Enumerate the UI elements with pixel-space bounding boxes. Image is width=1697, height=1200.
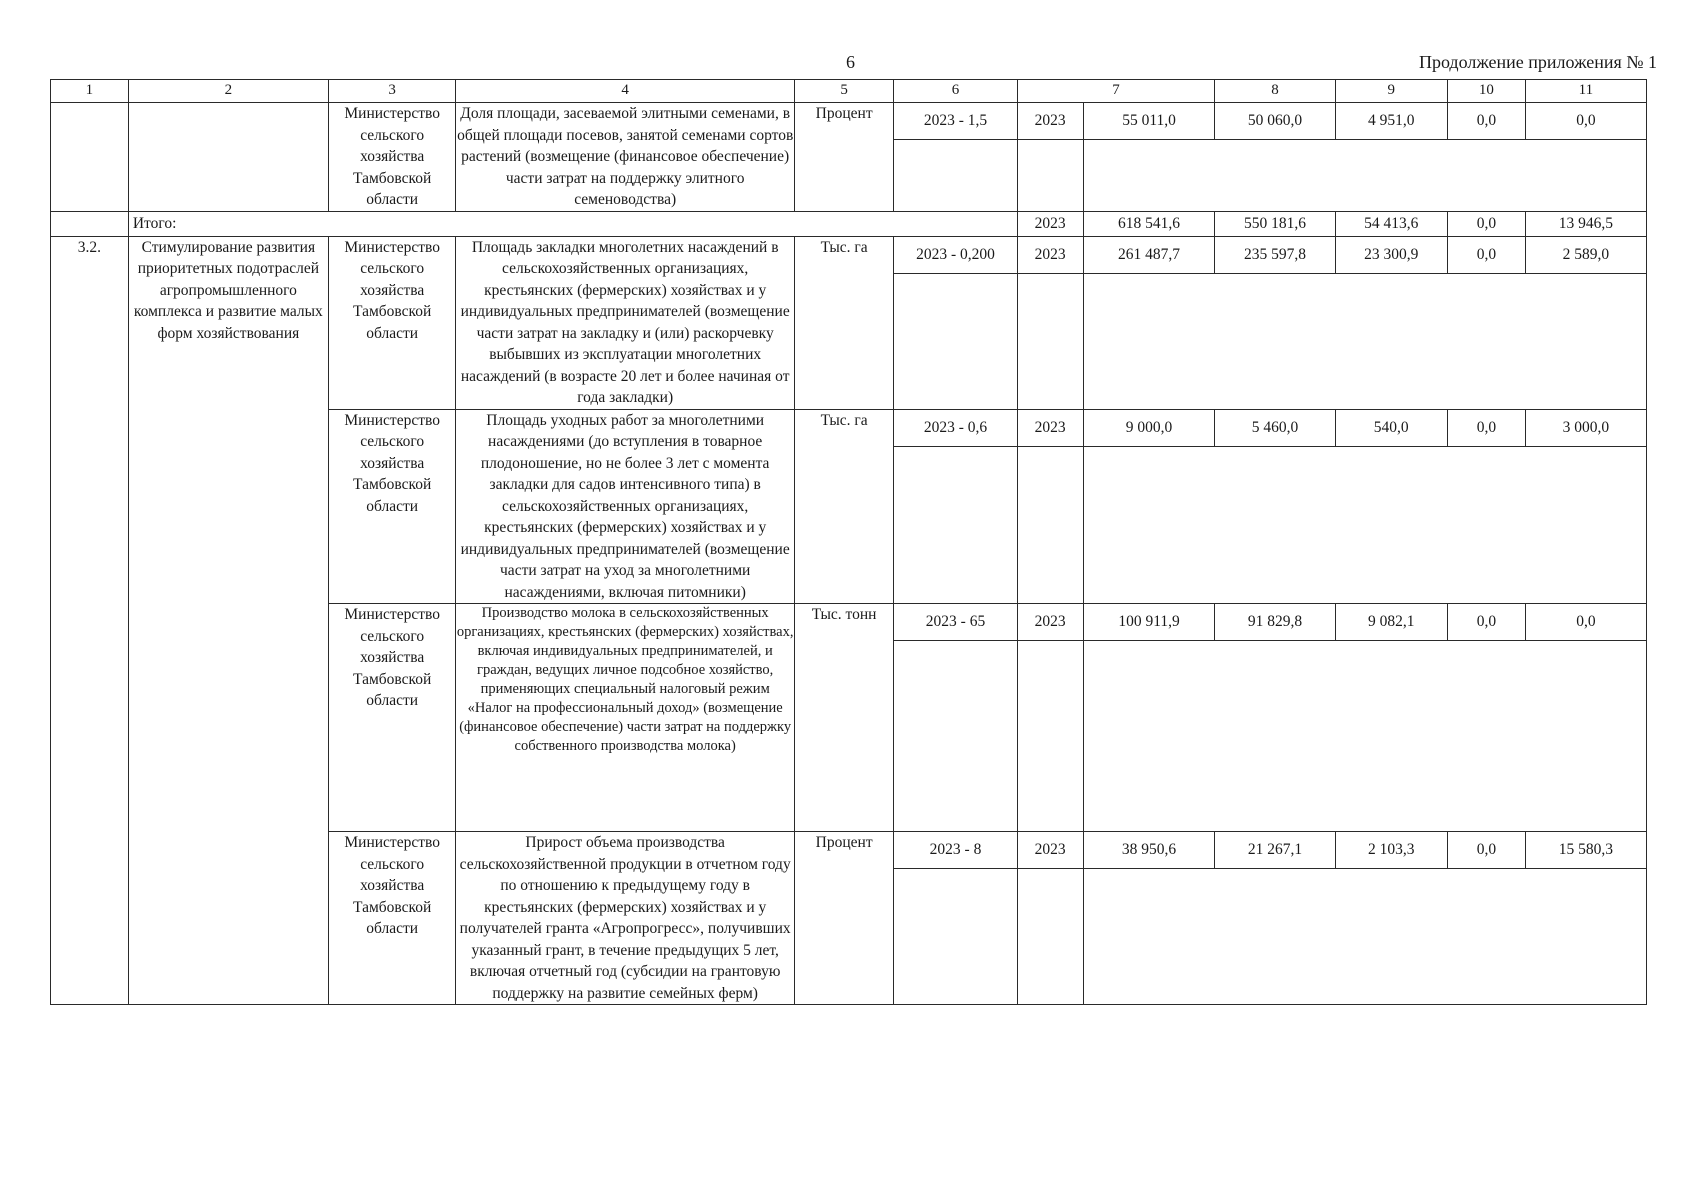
- unit-cell: Процент: [794, 103, 893, 212]
- year-cell: 2023: [1017, 604, 1083, 641]
- empty-cell: [894, 140, 1017, 212]
- target-cell: 2023 - 65: [894, 604, 1017, 641]
- regional-cell: 2 103,3: [1335, 832, 1447, 869]
- column-header: 10: [1447, 80, 1525, 103]
- column-header: 9: [1335, 80, 1447, 103]
- ministry-cell: Министерство сельского хозяйства Тамбовской области: [328, 103, 456, 212]
- target-cell: 2023 - 1,5: [894, 103, 1017, 140]
- indicator-cell: Производство молока в сельскохозяйственных организациях, крестьянских (фермерских) хозяйствах, включая индивидуальных предпринимателей, и граждан, ведущих личное подсобное хозяйство, применяющих специальный налоговый режим «Налог на профессиональный доход» (возмещение (финансовое обеспечение) части затрат на поддержку собственного производства молока): [456, 604, 794, 832]
- column-header: 6: [894, 80, 1017, 103]
- federal-cell: 5 460,0: [1215, 409, 1335, 446]
- federal-cell: 235 597,8: [1215, 236, 1335, 273]
- itogo-other: 13 946,5: [1525, 211, 1646, 236]
- federal-cell: 21 267,1: [1215, 832, 1335, 869]
- section-activity-cell: Стимулирование развития приоритетных подотраслей агропромышленного комплекса и развитие малых форм хозяйствования: [128, 236, 328, 1005]
- itogo-federal: 550 181,6: [1215, 211, 1335, 236]
- appendix-caption: Продолжение приложения № 1: [1418, 52, 1657, 72]
- itogo-label: Итого:: [128, 211, 1017, 236]
- empty-cell: [894, 273, 1017, 409]
- other-cell: 0,0: [1525, 604, 1646, 641]
- empty-cell: [1083, 273, 1646, 409]
- total-cell: 261 487,7: [1083, 236, 1215, 273]
- empty-cell: [1017, 140, 1083, 212]
- table-row: [51, 236, 1647, 273]
- table-row: [51, 103, 1647, 140]
- section-number-cell: 3.2.: [51, 236, 129, 1005]
- year-cell: 2023: [1017, 103, 1083, 140]
- year-cell: 2023: [1017, 236, 1083, 273]
- empty-cell: [1017, 273, 1083, 409]
- program-table: [50, 79, 1647, 1005]
- empty-cell: [1017, 446, 1083, 604]
- local-cell: 0,0: [1447, 103, 1525, 140]
- total-cell: 38 950,6: [1083, 832, 1215, 869]
- empty-cell: [1083, 641, 1646, 832]
- empty-cell: [894, 641, 1017, 832]
- year-cell: 2023: [1017, 832, 1083, 869]
- target-cell: 2023 - 8: [894, 832, 1017, 869]
- unit-cell: Тыс. га: [794, 409, 893, 604]
- itogo-row: [51, 211, 1647, 236]
- ministry-cell: Министерство сельского хозяйства Тамбовской области: [328, 236, 456, 409]
- other-cell: 2 589,0: [1525, 236, 1646, 273]
- column-header: 3: [328, 80, 456, 103]
- empty-cell: [894, 446, 1017, 604]
- column-header: 5: [794, 80, 893, 103]
- itogo-regional: 54 413,6: [1335, 211, 1447, 236]
- regional-cell: 4 951,0: [1335, 103, 1447, 140]
- empty-cell: [51, 211, 129, 236]
- other-cell: 0,0: [1525, 103, 1646, 140]
- indicator-cell: Площадь закладки многолетних насаждений в сельскохозяйственных организациях, крестьянских (фермерских) хозяйствах и у индивидуальных предпринимателей (возмещение части затрат на закладку и (или) раскорчевку выбывших из эксплуатации многолетних насаждений (в возрасте 20 лет и более начиная от года закладки): [456, 236, 794, 409]
- column-header: 2: [128, 80, 328, 103]
- empty-cell: [1083, 869, 1646, 1005]
- year-cell: 2023: [1017, 409, 1083, 446]
- federal-cell: 50 060,0: [1215, 103, 1335, 140]
- empty-cell: [1017, 869, 1083, 1005]
- total-cell: 55 011,0: [1083, 103, 1215, 140]
- itogo-year: 2023: [1017, 211, 1083, 236]
- unit-cell: Процент: [794, 832, 893, 1005]
- other-cell: 15 580,3: [1525, 832, 1646, 869]
- empty-cell: [1083, 446, 1646, 604]
- indicator-cell: Прирост объема производства сельскохозяйственной продукции в отчетном году по отношению к предыдущему году в крестьянских (фермерских) хозяйствах и у получателей гранта «Агропрогресс», получивших указанный грант, в течение предыдущих 5 лет, включая отчетный год (субсидии на грантовую поддержку на развитие семейных ферм): [456, 832, 794, 1005]
- ministry-cell: Министерство сельского хозяйства Тамбовской области: [328, 832, 456, 1005]
- header-row: [51, 80, 1647, 103]
- regional-cell: 23 300,9: [1335, 236, 1447, 273]
- local-cell: 0,0: [1447, 604, 1525, 641]
- unit-cell: Тыс. тонн: [794, 604, 893, 832]
- federal-cell: 91 829,8: [1215, 604, 1335, 641]
- itogo-local: 0,0: [1447, 211, 1525, 236]
- target-cell: 2023 - 0,200: [894, 236, 1017, 273]
- indicator-cell: Площадь уходных работ за многолетними насаждениями (до вступления в товарное плодоношение, но не более 3 лет с момента закладки для садов интенсивного типа) в сельскохозяйственных организациях, крестьянских (фермерских) хозяйствах и у индивидуальных предпринимателей (возмещение части затрат на уход за многолетними насаждениями, включая питомники): [456, 409, 794, 604]
- empty-cell: [894, 869, 1017, 1005]
- page-number: 6: [846, 52, 855, 72]
- column-header: 8: [1215, 80, 1335, 103]
- activity-cell: [128, 103, 328, 212]
- row-number-cell: [51, 103, 129, 212]
- ministry-cell: Министерство сельского хозяйства Тамбовской области: [328, 604, 456, 832]
- total-cell: 100 911,9: [1083, 604, 1215, 641]
- target-cell: 2023 - 0,6: [894, 409, 1017, 446]
- other-cell: 3 000,0: [1525, 409, 1646, 446]
- local-cell: 0,0: [1447, 236, 1525, 273]
- column-header: 1: [51, 80, 129, 103]
- itogo-total: 618 541,6: [1083, 211, 1215, 236]
- empty-cell: [1083, 140, 1646, 212]
- column-header: 11: [1525, 80, 1646, 103]
- ministry-cell: Министерство сельского хозяйства Тамбовской области: [328, 409, 456, 604]
- local-cell: 0,0: [1447, 832, 1525, 869]
- column-header: 4: [456, 80, 794, 103]
- total-cell: 9 000,0: [1083, 409, 1215, 446]
- regional-cell: 540,0: [1335, 409, 1447, 446]
- empty-cell: [1017, 641, 1083, 832]
- local-cell: 0,0: [1447, 409, 1525, 446]
- regional-cell: 9 082,1: [1335, 604, 1447, 641]
- column-header: 7: [1017, 80, 1215, 103]
- indicator-cell: Доля площади, засеваемой элитными семенами, в общей площади посевов, занятой семенами сортов растений (возмещение (финансовое обеспечение) части затрат на поддержку элитного семеноводства): [456, 103, 794, 212]
- unit-cell: Тыс. га: [794, 236, 893, 409]
